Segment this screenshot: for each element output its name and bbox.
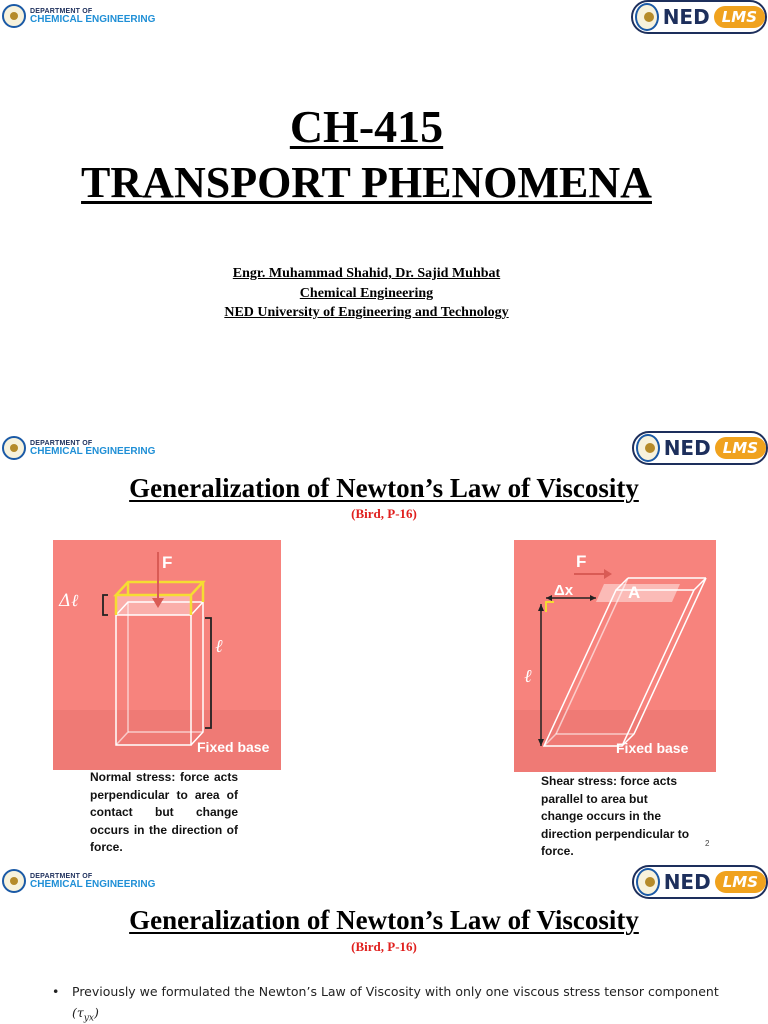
lms-tag-text: LMS [715, 871, 766, 893]
tau-close: ) [93, 1005, 99, 1020]
ned-seal-icon [636, 434, 660, 462]
ned-seal-icon [635, 3, 659, 31]
bullet-text: Previously we formulated the Newton’s Law of Viscosity with only one viscous stress tensor component [72, 984, 719, 999]
bullet-item [52, 981, 732, 1024]
length-label: ℓ [524, 666, 532, 687]
shear-stress-figure [514, 540, 716, 772]
reference-label: (Bird, P-16) [351, 939, 417, 954]
delta-length-label: Δℓ [59, 591, 79, 611]
lms-tag-text: LMS [714, 6, 765, 28]
shear-stress-caption: Shear stress: force acts parallel to area but change occurs in the direction perpendicular to force. [541, 774, 690, 858]
tau-subscript: yx [83, 1013, 94, 1024]
course-title: TRANSPORT PHENOMENA [81, 158, 652, 207]
department-logo [2, 869, 155, 893]
dept-line2: CHEMICAL ENGINEERING [30, 878, 156, 890]
area-label: A [628, 583, 641, 602]
dept-line1: DEPARTMENT OF [30, 872, 93, 880]
force-label: F [162, 553, 173, 572]
lms-ned-text: NED [663, 436, 711, 460]
course-code: CH-415 [289, 101, 444, 152]
bullet-dot-icon: • [52, 984, 60, 999]
university-seal-icon [2, 869, 26, 893]
dept-line2: CHEMICAL ENGINEERING [30, 445, 156, 457]
author-names: Engr. Muhammad Shahid, Dr. Sajid Muhbat [232, 266, 501, 281]
slide-title: Generalization of Newton’s Law of Viscosity [129, 473, 639, 503]
fixed-base-label: Fixed base [197, 739, 270, 755]
university-seal-icon [2, 436, 26, 460]
author-university: NED University of Engineering and Technology [224, 305, 509, 320]
slide-1 [0, 0, 768, 428]
lms-ned-text: NED [662, 5, 710, 29]
fixed-base-label: Fixed base [616, 740, 689, 756]
slide-3 [0, 865, 768, 1024]
reference-label: (Bird, P-16) [351, 506, 417, 521]
length-label: ℓ [215, 636, 223, 657]
ned-lms-logo [632, 431, 768, 465]
dept-line1: DEPARTMENT OF [30, 7, 93, 15]
normal-stress-caption: Normal stress: force acts perpendicular to area of contact but change occurs in the direction of force. [90, 770, 238, 854]
department-logo [2, 4, 155, 28]
delta-x-label: Δx [554, 582, 574, 599]
ned-lms-logo [631, 0, 767, 34]
department-logo [2, 436, 155, 460]
lms-ned-text: NED [663, 870, 711, 894]
slide-title: Generalization of Newton’s Law of Viscosity [129, 905, 639, 935]
ned-seal-icon [636, 868, 660, 896]
page-number: 2 [705, 839, 710, 848]
dept-line1: DEPARTMENT OF [30, 439, 93, 447]
author-department: Chemical Engineering [299, 285, 434, 301]
ned-lms-logo [632, 865, 768, 899]
dept-line2: CHEMICAL ENGINEERING [30, 13, 156, 25]
author-block [0, 264, 733, 323]
tau-symbol: (τ [72, 1005, 84, 1020]
force-label: F [576, 552, 587, 571]
slide-2 [0, 428, 768, 865]
lms-tag-text: LMS [715, 437, 766, 459]
university-seal-icon [2, 4, 26, 28]
normal-stress-figure [53, 540, 281, 770]
